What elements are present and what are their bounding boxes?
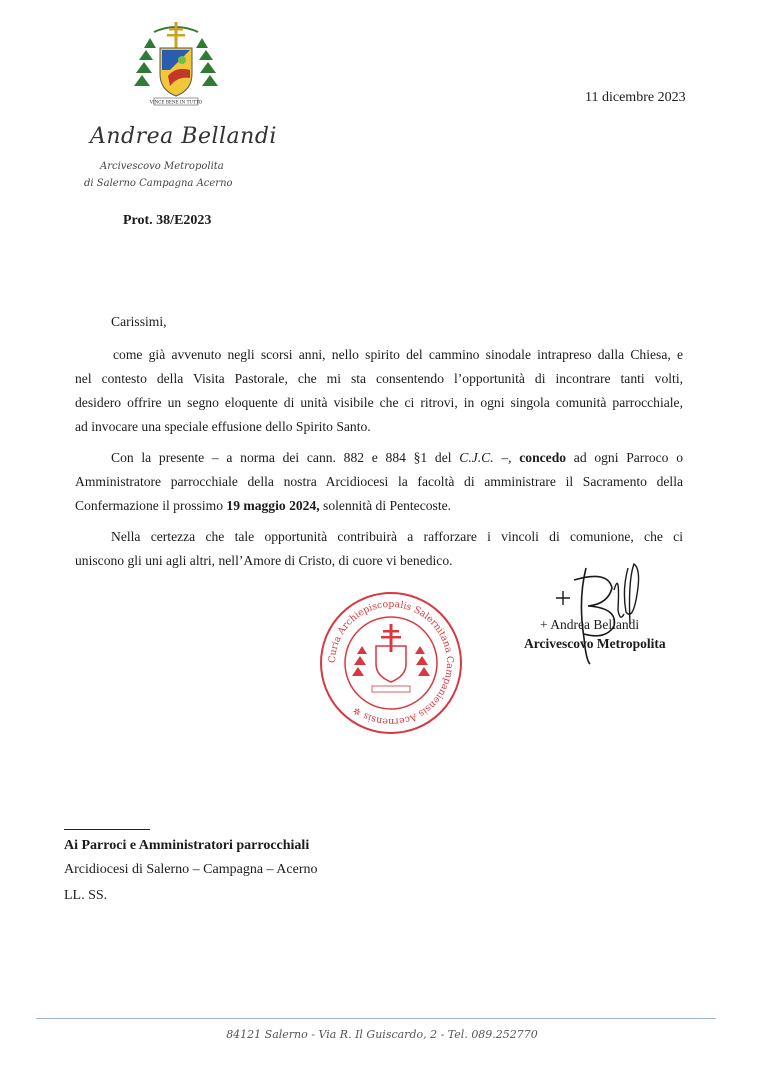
salutation: Carissimi, <box>111 314 167 329</box>
paragraph-2-line-3: Confermazione il prossimo 19 maggio 2024, solennità di Pentecoste. <box>75 498 452 513</box>
paragraph-1-line-1: come già avvenuto negli scorsi anni, nello spirito del cammino sinodale intrapreso dalla Chiesa, e <box>113 347 683 362</box>
signatory-name: + Andrea Bellandi <box>540 617 640 632</box>
paragraph-1-line-4: ad invocare una speciale effusione dello Spirito Santo. <box>75 419 371 434</box>
paragraph-1-line-3: desidero offrire un segno eloquente di unità visibile che ci ritrovi, in ogni singola comunità parrocchiale, <box>75 395 683 410</box>
paragraph-1-line-2: nel contesto della Visita Pastorale, che mi sta consentendo l’opportunità di incontrare tanti volti, <box>75 371 683 386</box>
paragraph-2-line-1: Con la presente – a norma dei cann. 882 e 884 §1 del C.J.C. –, concedo ad ogni Parroco o <box>111 450 683 465</box>
coat-motto: VINCE BENE IN TUTTO <box>149 99 203 105</box>
letterhead-name: Andrea Bellandi <box>90 124 277 149</box>
curia-seal-stamp <box>318 590 464 736</box>
event-date: 19 maggio 2024, <box>226 498 320 513</box>
footer-address: 84121 Salerno - Via R. Il Guiscardo, 2 - Tel. 089.252770 <box>226 1028 538 1041</box>
letterhead-title: Arcivescovo Metropolita <box>100 161 224 172</box>
recipients-heading: Ai Parroci e Amministratori parrocchiali <box>64 838 310 853</box>
protocol-number: Prot. 38/E2023 <box>123 213 212 228</box>
cjc-abbrev: C.J.C. <box>459 450 494 465</box>
coat-of-arms-logo <box>132 18 220 112</box>
paragraph-3-line-2: uniscono gli uni agli altri, nell’Amore di Cristo, di cuore vi benedico. <box>75 553 453 568</box>
letterhead-see: di Salerno Campagna Acerno <box>84 178 233 189</box>
recipients-diocese: Arcidiocesi di Salerno – Campagna – Acerno <box>64 862 318 877</box>
paragraph-3-line-1: Nella certezza che tale opportunità contribuirà a rafforzare i vincoli di comunione, che ci <box>111 529 683 544</box>
seal-text: Curia Archiepiscopalis Salernitana Campaniensis Acernensis ✲ <box>326 598 456 728</box>
concedo-word: concedo <box>519 450 567 465</box>
signatory-role: Arcivescovo Metropolita <box>524 636 666 651</box>
recipients-abbreviation: LL. SS. <box>64 888 108 903</box>
recipients-divider <box>64 829 150 830</box>
letter-date: 11 dicembre 2023 <box>585 90 686 105</box>
footer-divider <box>36 1018 716 1019</box>
paragraph-2-line-2: Amministratore parrocchiale della nostra Arcidiocesi la facoltà di amministrare il Sacramento della <box>75 474 683 489</box>
